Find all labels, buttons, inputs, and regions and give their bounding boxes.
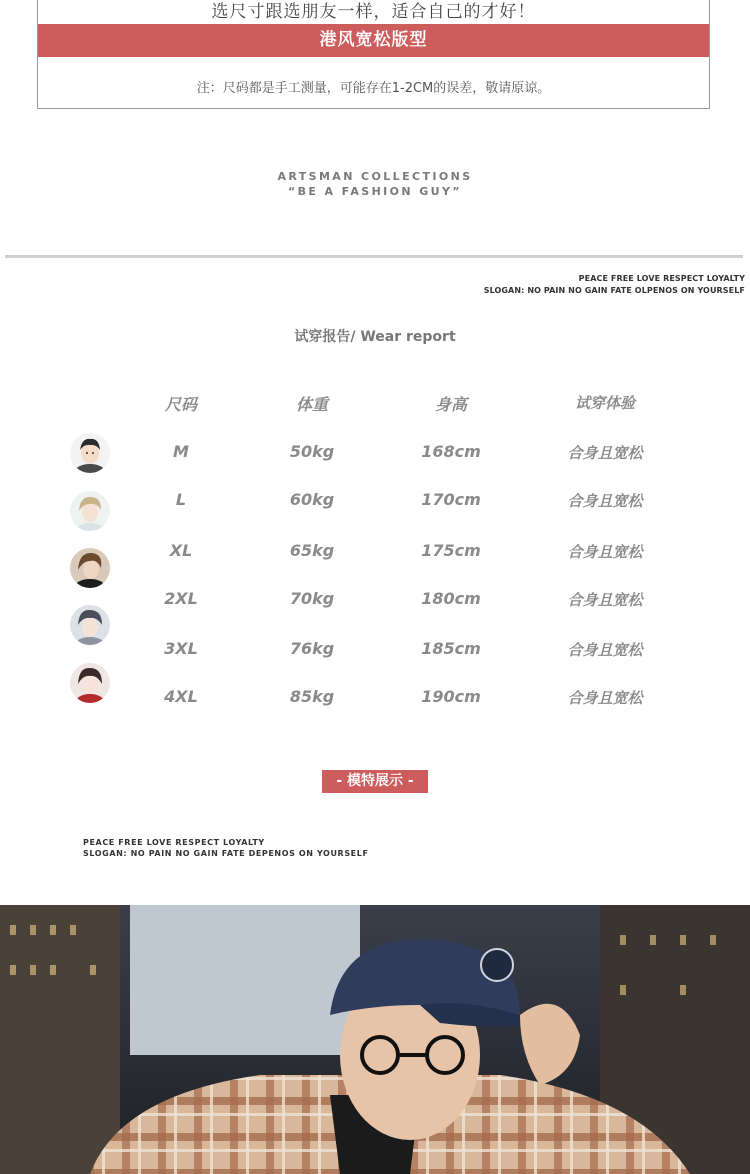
slogan-top-line1: PEACE FREE LOVE RESPECT LOYALTY (578, 274, 745, 283)
row-size: XL (169, 541, 193, 560)
fit-style-banner: 港风宽松版型 (38, 24, 709, 57)
row-weight: 85kg (289, 687, 335, 706)
row-experience: 合身且宽松 (567, 591, 643, 609)
brand-tagline: “BE A FASHION GUY” (287, 185, 463, 198)
header-height: 身高 (434, 395, 467, 414)
row-experience: 合身且宽松 (567, 641, 643, 659)
slogan-top-line2: SLOGAN: NO PAIN NO GAIN FATE OLPENOS ON YOURSELF (483, 286, 745, 295)
header-weight: 体重 (295, 395, 328, 414)
row-size: 4XL (164, 687, 198, 706)
row-experience: 合身且宽松 (567, 689, 643, 707)
avatar-dark-hair-icon (70, 605, 110, 645)
model-showcase-label: - 模特展示 - (322, 770, 428, 793)
model-photo (0, 905, 750, 1174)
row-experience: 合身且宽松 (567, 543, 643, 561)
wear-report-title: 试穿报告/ Wear report (294, 329, 456, 345)
row-height: 185cm (421, 639, 481, 658)
row-height: 168cm (421, 442, 481, 461)
row-size: 2XL (164, 589, 198, 608)
row-weight: 70kg (289, 589, 335, 608)
avatar-blonde-icon (70, 491, 110, 531)
row-weight: 50kg (289, 442, 335, 461)
avatar-cartoon-boy-icon (70, 433, 110, 473)
row-experience: 合身且宽松 (567, 444, 643, 462)
size-info-box (37, 0, 710, 109)
header-size: 尺码 (164, 395, 197, 414)
row-height: 175cm (421, 541, 481, 560)
row-size: L (175, 490, 187, 509)
row-height: 170cm (421, 490, 481, 509)
row-height: 190cm (421, 687, 481, 706)
row-size: M (173, 442, 189, 461)
row-size: 3XL (164, 639, 198, 658)
avatar-red-hair-icon (70, 663, 110, 703)
section-divider (5, 255, 743, 258)
row-weight: 60kg (289, 490, 335, 509)
size-advice-text: 选尺寸跟选朋友一样，适合自己的才好！ (211, 2, 536, 22)
avatar-brown-hair-icon (70, 548, 110, 588)
slogan-bottom-line1: PEACE FREE LOVE RESPECT LOYALTY (83, 838, 265, 847)
row-weight: 65kg (289, 541, 335, 560)
measurement-note: 注：尺码都是手工测量，可能存在1-2CM的误差，敬请原谅。 (196, 81, 551, 96)
header-experience: 试穿体验 (574, 394, 635, 412)
row-height: 180cm (421, 589, 481, 608)
brand-name: ARTSMAN COLLECTIONS (277, 170, 473, 183)
row-weight: 76kg (289, 639, 335, 658)
slogan-bottom-line2: SLOGAN: NO PAIN NO GAIN FATE DEPENOS ON YOURSELF (83, 849, 369, 858)
row-experience: 合身且宽松 (567, 492, 643, 510)
